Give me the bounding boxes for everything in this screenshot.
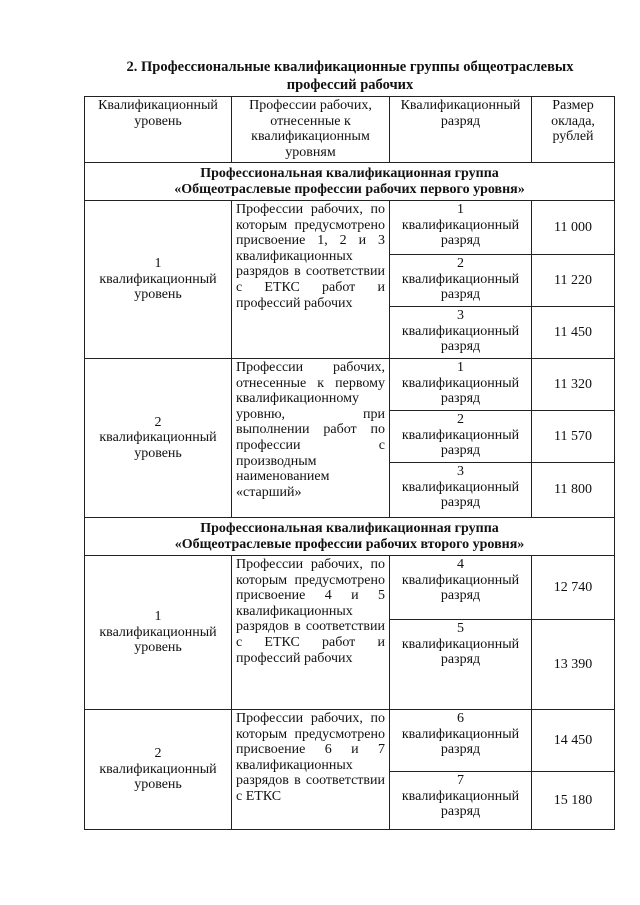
rank-cell: 1 квалификационный разряд [390, 359, 532, 411]
salary-cell: 11 000 [532, 201, 615, 255]
level-cell: 1 квалификационный уровень [85, 556, 232, 710]
group-heading-row [85, 518, 615, 556]
rank-cell: 2 квалификационный разряд [390, 255, 532, 307]
group-heading: Профессиональная квалификационная группа «Общеотраслевые профессии рабочих первого уровня» [85, 163, 615, 201]
table-row [85, 359, 615, 411]
salary-cell: 12 740 [532, 556, 615, 620]
qualification-table [84, 96, 615, 830]
rank-cell: 3 квалификационный разряд [390, 307, 532, 359]
rank-cell: 4 квалификационный разряд [390, 556, 532, 620]
level-cell: 2 квалификационный уровень [85, 710, 232, 830]
page-title [84, 58, 616, 94]
rank-cell: 6 квалификационный разряд [390, 710, 532, 772]
professions-cell: Профессии рабочих, по которым предусмотрено присвоение 6 и 7 квалификационных разрядов в соответствии с ЕТКС [232, 710, 390, 830]
group-heading: Профессиональная квалификационная группа «Общеотраслевые профессии рабочих второго уровня» [85, 518, 615, 556]
title-line: профессий рабочих [286, 77, 414, 93]
professions-cell: Профессии рабочих, по которым предусмотрено присвоение 4 и 5 квалификационных разрядов в соответствии с ЕТКС работ и профессий рабочих [232, 556, 390, 710]
table-row [85, 710, 615, 772]
salary-cell: 11 800 [532, 463, 615, 518]
salary-cell: 11 220 [532, 255, 615, 307]
header-row [85, 97, 615, 163]
table-row [85, 556, 615, 620]
professions-cell: Профессии рабочих, отнесенные к первому квалификационному уровню, при выполнении работ по профессии с производным наименованием «старший» [232, 359, 390, 518]
table-row [85, 201, 615, 255]
professions-cell: Профессии рабочих, по которым предусмотрено присвоение 1, 2 и 3 квалификационных разрядов в соответствии с ЕТКС работ и профессий рабочих [232, 201, 390, 359]
rank-cell: 7 квалификационный разряд [390, 772, 532, 830]
rank-cell: 2 квалификационный разряд [390, 411, 532, 463]
group-heading-row [85, 163, 615, 201]
header-salary: Размер оклада, рублей [532, 97, 615, 163]
salary-cell: 15 180 [532, 772, 615, 830]
salary-cell: 14 450 [532, 710, 615, 772]
salary-cell: 11 570 [532, 411, 615, 463]
title-line: 2. Профессиональные квалификационные группы общеотраслевых [126, 59, 574, 75]
header-professions: Профессии рабочих, отнесенные к квалификационным уровням [232, 97, 390, 163]
rank-cell: 3 квалификационный разряд [390, 463, 532, 518]
salary-cell: 13 390 [532, 620, 615, 710]
rank-cell: 1 квалификационный разряд [390, 201, 532, 255]
salary-cell: 11 320 [532, 359, 615, 411]
level-cell: 1 квалификационный уровень [85, 201, 232, 359]
salary-cell: 11 450 [532, 307, 615, 359]
header-rank: Квалификационный разряд [390, 97, 532, 163]
rank-cell: 5 квалификационный разряд [390, 620, 532, 710]
level-cell: 2 квалификационный уровень [85, 359, 232, 518]
header-level: Квалификационный уровень [85, 97, 232, 163]
